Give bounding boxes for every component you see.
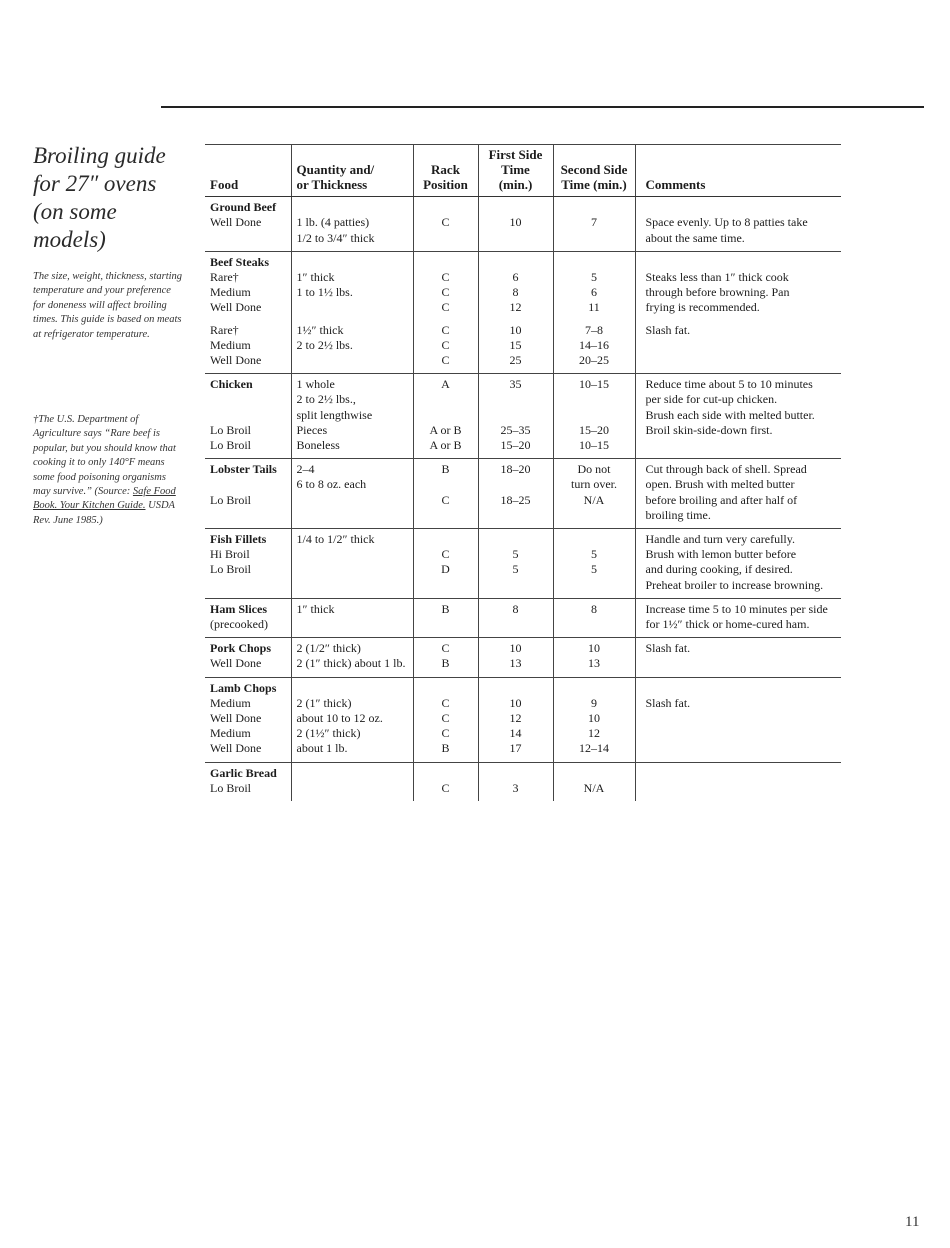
cell-line: 5 <box>591 269 597 284</box>
cell-line: 35 <box>509 377 522 392</box>
cell-line: Lo Broil <box>210 437 251 452</box>
footnote-text: †The U.S. Department of Agriculture says “Rare beef is popular, but you should know that cooking it to only 140°F means some food poisoning organisms may survive.” (Source: <box>33 414 176 498</box>
cell-line: A or B <box>429 422 462 437</box>
cell-line: Handle and turn very carefully. <box>645 532 795 547</box>
table-row <box>205 251 841 373</box>
cell-line: 1 to 1½ lbs. <box>296 285 353 300</box>
cell-line: C <box>441 726 450 741</box>
cell-line: 12 <box>509 300 522 315</box>
cell-quantity <box>291 762 413 801</box>
cell-line <box>297 300 408 315</box>
cell-line: C <box>441 547 450 562</box>
cell-comments <box>635 197 841 252</box>
cell-line <box>646 711 837 726</box>
cell-comments <box>635 762 841 801</box>
cell-line <box>646 353 837 368</box>
cell-line: C <box>441 352 450 367</box>
cell-comments <box>635 251 841 373</box>
cell-line: for 1½″ thick or home-cured ham. <box>645 617 810 632</box>
cell-line: Well Done <box>210 215 262 230</box>
cell-first-side <box>478 459 553 529</box>
table-row <box>205 529 841 599</box>
food-name: Lobster Tails <box>210 462 277 477</box>
header-comments: Comments <box>635 145 841 197</box>
cell-line <box>297 617 408 632</box>
cell-line <box>559 408 630 423</box>
cell-line <box>297 781 408 796</box>
cell-rack <box>413 638 478 677</box>
cell-line <box>297 578 408 593</box>
cell-line: 1/2 to 3/4″ thick <box>296 230 375 245</box>
cell-line: 8 <box>512 601 519 616</box>
table-row <box>205 762 841 801</box>
cell-food <box>205 529 291 599</box>
cell-line: 1½″ thick <box>296 322 344 337</box>
cell-first-side <box>478 251 553 373</box>
cell-line <box>559 617 630 632</box>
cell-line: 14–16 <box>579 337 609 352</box>
cell-rack <box>413 251 478 373</box>
cell-first-side <box>478 638 553 677</box>
cell-quantity <box>291 459 413 529</box>
cell-line <box>484 617 548 632</box>
cell-line: Lo Broil <box>210 422 251 437</box>
cell-quantity <box>291 638 413 677</box>
cell-line: C <box>441 780 450 795</box>
cell-line: C <box>441 641 450 656</box>
cell-rack <box>413 529 478 599</box>
cell-line: 2 (1/2″ thick) <box>296 641 361 656</box>
cell-line: Medium <box>210 726 251 741</box>
cell-line: 20–25 <box>579 352 609 367</box>
cell-line: Lo Broil <box>210 780 251 795</box>
cell-line: Slash fat. <box>645 641 691 656</box>
cell-second-side <box>553 197 635 252</box>
cell-line: 8 <box>512 285 519 300</box>
cell-line <box>484 508 548 523</box>
cell-line <box>484 477 548 492</box>
cell-line: 15–20 <box>500 437 531 452</box>
cell-line: 15–20 <box>579 422 609 437</box>
cell-line: Rare† <box>210 269 239 284</box>
cell-line: C <box>441 215 450 230</box>
cell-line: 2 (1½″ thick) <box>296 726 361 741</box>
cell-food <box>205 251 291 373</box>
cell-line: about the same time. <box>645 230 745 245</box>
table-header-row <box>205 145 841 197</box>
food-name: Lamb Chops <box>210 680 277 695</box>
table-row <box>205 459 841 529</box>
cell-comments <box>635 598 841 637</box>
cell-food <box>205 762 291 801</box>
cell-line: 25–35 <box>500 422 531 437</box>
cell-line <box>646 338 837 353</box>
cell-second-side <box>553 251 635 373</box>
cell-second-side <box>553 459 635 529</box>
cell-line: 10 <box>509 641 522 656</box>
cell-line <box>559 392 630 407</box>
cell-line <box>419 392 473 407</box>
cell-food <box>205 598 291 637</box>
food-name: Garlic Bread <box>210 765 277 780</box>
cell-line: C <box>441 492 450 507</box>
cell-line: about 10 to 12 oz. <box>296 711 383 726</box>
cell-second-side <box>553 677 635 762</box>
cell-food <box>205 374 291 459</box>
cell-rack <box>413 598 478 637</box>
food-name: Fish Fillets <box>210 532 267 547</box>
cell-comments <box>635 374 841 459</box>
cell-line: Lo Broil <box>210 492 251 507</box>
cell-line: 8 <box>591 601 597 616</box>
cell-comments <box>635 529 841 599</box>
cell-line: C <box>441 711 450 726</box>
cell-line <box>210 408 286 423</box>
cell-comments <box>635 638 841 677</box>
cell-line: 2 to 2½ lbs. <box>296 337 353 352</box>
cell-line: 1″ thick <box>296 269 335 284</box>
cell-line: 2–4 <box>296 462 315 477</box>
cell-line: 10 <box>588 641 600 656</box>
cell-line <box>210 578 286 593</box>
cell-line: C <box>441 300 450 315</box>
cell-line: 13 <box>588 656 600 671</box>
cell-line: 14 <box>509 726 522 741</box>
table-row <box>205 374 841 459</box>
cell-line: broiling time. <box>645 507 711 522</box>
cell-line: 2 (1″ thick) <box>296 695 352 710</box>
cell-first-side <box>478 374 553 459</box>
cell-food <box>205 638 291 677</box>
cell-line: Medium <box>210 337 251 352</box>
cell-line: Rare† <box>210 322 239 337</box>
cell-line: Brush with lemon butter before <box>645 547 797 562</box>
cell-line: split lengthwise <box>296 407 373 422</box>
cell-line <box>210 477 286 492</box>
cell-line <box>297 493 408 508</box>
header-food: Food <box>205 145 291 197</box>
cell-line: about 1 lb. <box>296 741 348 756</box>
cell-line: B <box>441 656 450 671</box>
cell-comments <box>635 459 841 529</box>
cell-first-side <box>478 762 553 801</box>
cell-line: Increase time 5 to 10 minutes per side <box>645 601 828 616</box>
cell-line: 10–15 <box>579 437 609 452</box>
table-row <box>205 677 841 762</box>
cell-line: C <box>441 269 450 284</box>
cell-line: frying is recommended. <box>645 300 760 315</box>
cell-quantity <box>291 677 413 762</box>
cell-line: Brush each side with melted butter. <box>645 407 815 422</box>
cell-line <box>297 353 408 368</box>
sidebar-title: Broiling guide for 27″ ovens (on some models) <box>33 143 166 252</box>
cell-line: Cut through back of shell. Spread <box>645 462 807 477</box>
cell-first-side <box>478 197 553 252</box>
cell-comments <box>635 677 841 762</box>
cell-line: 10–15 <box>579 377 609 392</box>
cell-line: Reduce time about 5 to 10 minutes <box>645 377 813 392</box>
cell-line: 9 <box>591 695 597 710</box>
cell-line: 15 <box>509 337 522 352</box>
cell-second-side <box>553 374 635 459</box>
header-first-side: First Side Time (min.) <box>478 145 553 197</box>
cell-line: C <box>441 695 450 710</box>
cell-line: 1 lb. (4 patties) <box>296 215 370 230</box>
cell-line: Well Done <box>210 656 262 671</box>
cell-line: per side for cut-up chicken. <box>645 392 778 407</box>
cell-line: Lo Broil <box>210 562 251 577</box>
cell-line: 5 <box>512 547 519 562</box>
cell-line: 2 to 2½ lbs., <box>296 392 356 407</box>
cell-line: 6 to 8 oz. each <box>296 477 367 492</box>
footnote-source: Safe Food Book. Your Kitchen Guide. <box>33 486 176 512</box>
cell-line: Medium <box>210 285 251 300</box>
cell-food <box>205 197 291 252</box>
cell-line: 1 whole <box>296 377 335 392</box>
cell-line <box>646 781 837 796</box>
cell-line <box>646 656 837 671</box>
table-row <box>205 638 841 677</box>
cell-line: Pieces <box>296 422 328 437</box>
food-name: Chicken <box>210 377 253 392</box>
cell-line <box>419 477 473 492</box>
cell-line: Preheat broiler to increase browning. <box>645 577 824 592</box>
cell-second-side <box>553 638 635 677</box>
cell-line <box>297 508 408 523</box>
cell-line: D <box>441 562 450 577</box>
broiling-table <box>205 144 841 801</box>
cell-food <box>205 677 291 762</box>
cell-line: 6 <box>591 285 597 300</box>
cell-line <box>484 578 548 593</box>
cell-line <box>484 392 548 407</box>
cell-second-side <box>553 762 635 801</box>
cell-line <box>419 508 473 523</box>
cell-line: 5 <box>591 562 597 577</box>
cell-second-side <box>553 598 635 637</box>
cell-line: turn over. <box>571 477 617 492</box>
cell-line: Hi Broil <box>210 547 250 562</box>
cell-line: 18–20 <box>500 462 531 477</box>
cell-line: C <box>441 285 450 300</box>
cell-line <box>210 392 286 407</box>
cell-first-side <box>478 677 553 762</box>
cell-quantity <box>291 529 413 599</box>
cell-rack <box>413 677 478 762</box>
cell-line <box>646 726 837 741</box>
top-rule <box>161 106 924 108</box>
cell-line: 2 (1″ thick) about 1 lb. <box>296 656 406 671</box>
cell-line: A <box>441 377 450 392</box>
sidebar <box>33 142 183 526</box>
cell-line: 10 <box>588 711 600 726</box>
sidebar-note: The size, weight, thickness, starting temperature and your preference for doneness will affect broiling times. This guide is based on meats at refrigerator temperature. <box>33 271 183 340</box>
cell-rack <box>413 762 478 801</box>
cell-line: Slash fat. <box>645 322 691 337</box>
cell-first-side <box>478 529 553 599</box>
header-rack: Rack Position <box>413 145 478 197</box>
cell-line: before broiling and after half of <box>645 492 798 507</box>
cell-line <box>297 562 408 577</box>
cell-line: (precooked) <box>210 617 268 632</box>
cell-rack <box>413 459 478 529</box>
cell-line <box>419 617 473 632</box>
cell-line: 12 <box>509 711 522 726</box>
cell-line: Boneless <box>296 438 340 453</box>
cell-quantity <box>291 197 413 252</box>
food-name: Pork Chops <box>210 641 272 656</box>
header-second-side: Second Side Time (min.) <box>553 145 635 197</box>
cell-line: 25 <box>509 352 522 367</box>
cell-line: Well Done <box>210 353 262 367</box>
cell-line <box>559 532 630 547</box>
food-name: Beef Steaks <box>210 254 269 269</box>
cell-line: 10 <box>509 322 522 337</box>
footnote-end: USDA Rev. June 1985.) <box>33 500 175 526</box>
cell-rack <box>413 197 478 252</box>
cell-line <box>559 508 630 523</box>
cell-rack <box>413 374 478 459</box>
cell-line <box>646 741 837 756</box>
cell-line: and during cooking, if desired. <box>645 562 793 577</box>
cell-line <box>484 532 548 547</box>
cell-second-side <box>553 529 635 599</box>
table-row <box>205 197 841 252</box>
cell-line: through before browning. Pan <box>645 285 790 300</box>
cell-line: 10 <box>509 215 522 230</box>
cell-line: C <box>441 337 450 352</box>
cell-line: C <box>441 322 450 337</box>
cell-line: 5 <box>591 547 597 562</box>
cell-line: 10 <box>509 695 522 710</box>
cell-line: 13 <box>509 656 522 671</box>
cell-line: 5 <box>512 562 519 577</box>
header-quantity: Quantity and/ or Thickness <box>291 145 413 197</box>
cell-line: Medium <box>210 695 251 710</box>
cell-line: Broil skin-side-down first. <box>645 422 773 437</box>
cell-line <box>297 547 408 562</box>
cell-line: 6 <box>512 269 519 284</box>
cell-line: Steaks less than 1″ thick cook <box>645 269 789 284</box>
sidebar-footnote <box>33 413 183 528</box>
cell-line <box>646 438 837 453</box>
cell-line: 12–14 <box>579 741 609 756</box>
cell-line <box>210 508 286 523</box>
cell-line <box>419 532 473 547</box>
cell-line: N/A <box>583 492 605 507</box>
cell-line: B <box>441 741 450 756</box>
cell-quantity <box>291 251 413 373</box>
cell-line: open. Brush with melted butter <box>645 477 795 492</box>
cell-line: Well Done <box>210 741 262 756</box>
cell-line: 11 <box>588 300 600 315</box>
cell-line: Well Done <box>210 711 262 726</box>
cell-line: Slash fat. <box>645 695 691 710</box>
cell-line: N/A <box>583 780 605 795</box>
cell-line <box>484 408 548 423</box>
cell-line: A or B <box>429 437 462 452</box>
cell-line: 3 <box>512 780 519 795</box>
cell-line: 12 <box>588 726 600 741</box>
cell-line: 7–8 <box>585 322 603 337</box>
cell-quantity <box>291 598 413 637</box>
food-name: Ground Beef <box>210 200 277 215</box>
cell-line: Well Done <box>210 300 262 315</box>
cell-line: Space evenly. Up to 8 patties take <box>645 215 808 230</box>
cell-line: 1″ thick <box>296 601 335 616</box>
cell-line: B <box>441 601 450 616</box>
cell-line: B <box>441 462 450 477</box>
cell-line <box>419 408 473 423</box>
cell-line <box>419 578 473 593</box>
cell-line: Do not <box>577 462 611 477</box>
cell-line: 18–25 <box>500 492 531 507</box>
cell-line: 17 <box>509 741 522 756</box>
table-row <box>205 598 841 637</box>
cell-line: 1/4 to 1/2″ thick <box>296 532 375 547</box>
cell-first-side <box>478 598 553 637</box>
cell-quantity <box>291 374 413 459</box>
cell-line: 7 <box>591 215 597 230</box>
page-number: 11 <box>905 1214 920 1230</box>
cell-line <box>559 578 630 593</box>
cell-food <box>205 459 291 529</box>
food-name: Ham Slices <box>210 601 267 616</box>
